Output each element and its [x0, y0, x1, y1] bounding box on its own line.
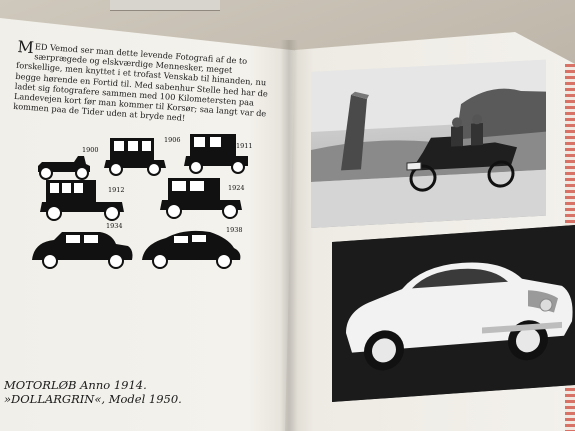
- photo-studebaker-car: [332, 225, 575, 402]
- photo-vintage-car: [311, 60, 546, 228]
- year-label: 1911: [236, 142, 253, 150]
- car-1912: [40, 180, 125, 220]
- studebaker-car-drawing: [332, 225, 575, 402]
- year-label: 1924: [228, 184, 245, 192]
- car-1938: [142, 226, 243, 268]
- paragraph-text: ED Vemod ser man dette levende Fotografi af de to særprægede og elskværdige Mennesker, meget forskellige, men knyttet i et trofast Venskab til hinanden, nu begge hørende en Fortid til. Med sabenhur Stelle hed har de ladet sig fotografere sammen med 100 Kilometersten paa Landevejen kort før man kommer til Korsør; saa langt var de kommen paa de Tider uden at bryde ned!: [13, 41, 269, 124]
- book-spine: [280, 40, 298, 431]
- photo-captions: [4, 378, 264, 406]
- drop-cap: M: [16, 37, 35, 58]
- car-1924: [160, 178, 245, 218]
- caption-top-photo: MOTORLØB Anno 1914.: [4, 378, 147, 392]
- year-label: 1900: [82, 146, 99, 154]
- car-1900: [38, 146, 99, 179]
- car-1934: [32, 222, 133, 268]
- year-label: 1938: [226, 226, 243, 234]
- car-1911: [184, 134, 253, 173]
- year-label: 1906: [164, 136, 181, 144]
- car-evolution-illustration: [24, 128, 264, 276]
- year-label: 1912: [108, 186, 125, 194]
- caption-bottom-photo: »DOLLARGRIN«, Model 1950.: [4, 392, 182, 406]
- year-label: 1934: [106, 222, 123, 230]
- car-1906: [104, 136, 181, 175]
- vintage-car-drawing: [311, 60, 546, 228]
